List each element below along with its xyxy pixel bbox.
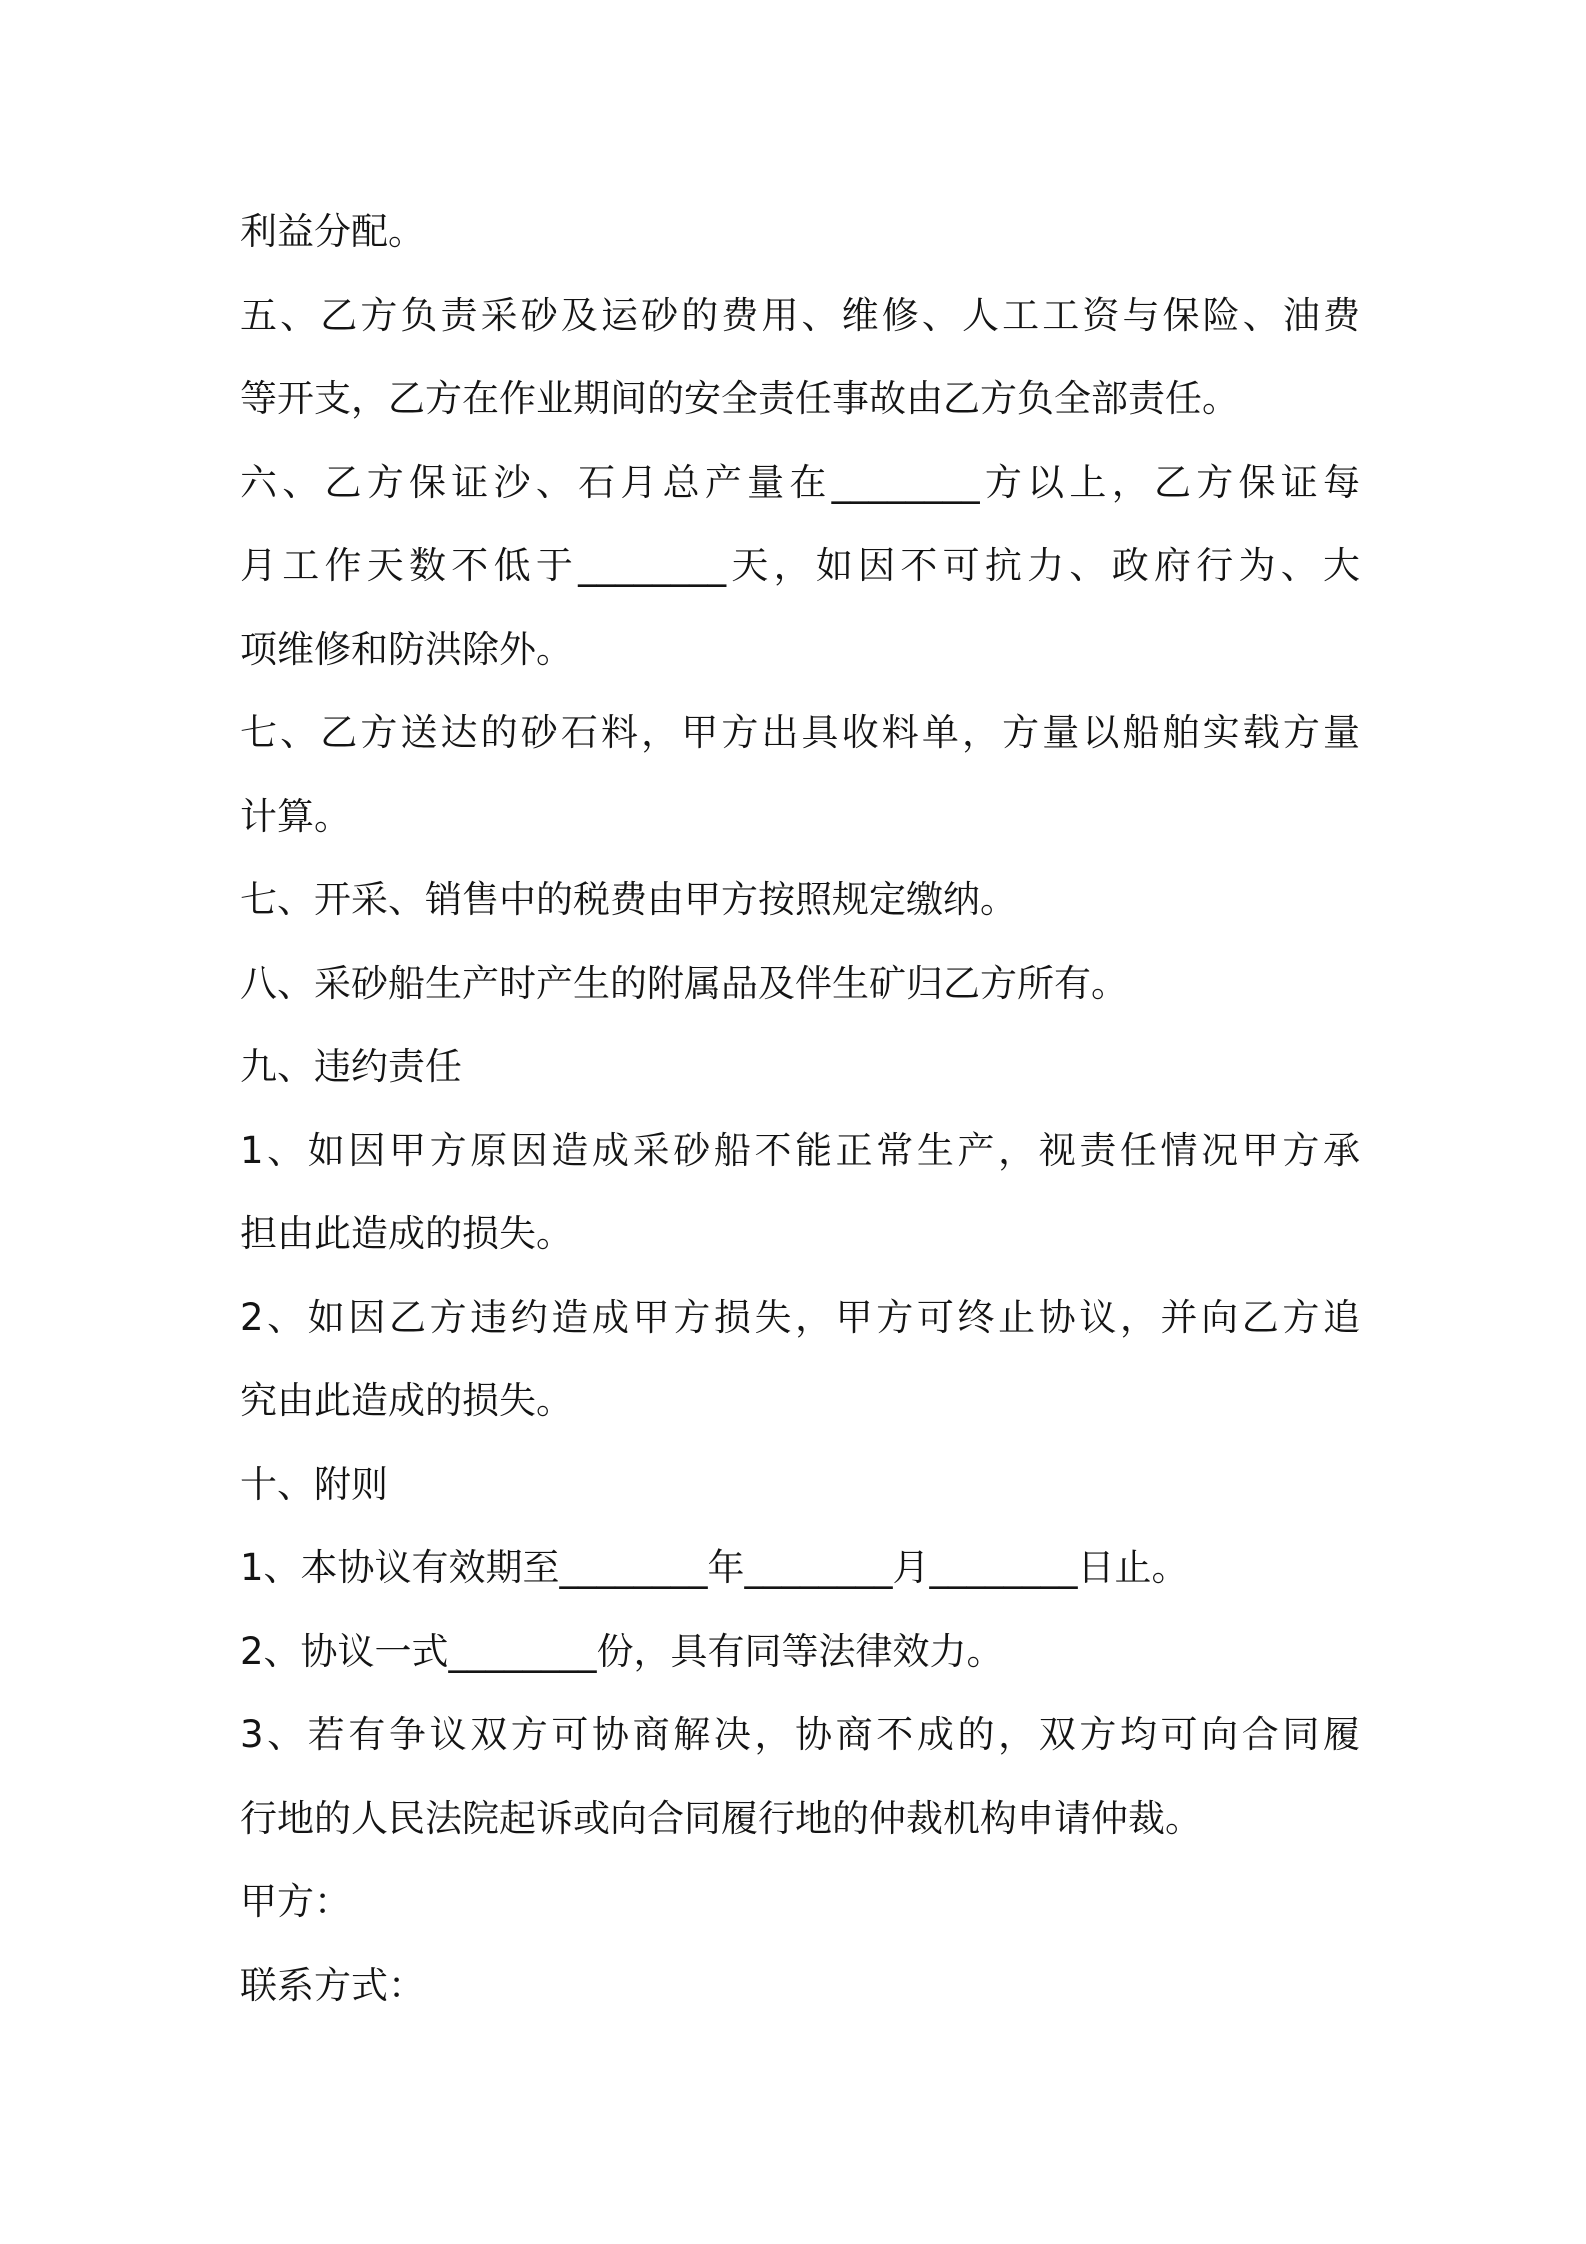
document-line: 2、协议一式________份，具有同等法律效力。 [240,1629,1004,1673]
document-line: 2、如因乙方违约造成甲方损失，甲方可终止协议，并向乙方追 [240,1295,1360,1339]
document-line: 九、违约责任 [240,1045,462,1088]
document-line: 1、如因甲方原因造成采砂船不能正常生产，视责任情况甲方承 [240,1128,1360,1172]
document-line: 八、采砂船生产时产生的附属品及伴生矿归乙方所有。 [240,961,1128,1005]
document-line: 行地的人民法院起诉或向合同履行地的仲裁机构申请仲裁。 [240,1796,1202,1840]
document-body [240,190,1360,2027]
document-line: 六、乙方保证沙、石月总产量在________方以上，乙方保证每 [240,460,1360,504]
document-line: 甲方： [240,1880,351,1923]
document-line: 项维修和防洪除外。 [240,627,573,671]
document-line: 担由此造成的损失。 [240,1212,573,1255]
document-line: 七、开采、销售中的税费由甲方按照规定缴纳。 [240,878,1017,921]
document-line: 七、乙方送达的砂石料，甲方出具收料单，方量以船舶实载方量 [240,711,1360,754]
document-line: 计算。 [240,794,351,838]
document-line: 十、附则 [240,1462,388,1506]
document-line: 利益分配。 [240,210,425,253]
document-line: 月工作天数不低于________天，如因不可抗力、政府行为、大 [240,544,1360,587]
document-line: 五、乙方负责采砂及运砂的费用、维修、人工工资与保险、油费 [240,293,1360,337]
document-line: 联系方式： [240,1963,425,2007]
document-line: 3、若有争议双方可协商解决，协商不成的，双方均可向合同履 [240,1713,1360,1756]
document-line: 1、本协议有效期至________年________月________日止。 [240,1546,1189,1589]
document-line: 等开支，乙方在作业期间的安全责任事故由乙方负全部责任。 [240,377,1239,420]
document-line: 究由此造成的损失。 [240,1379,573,1422]
